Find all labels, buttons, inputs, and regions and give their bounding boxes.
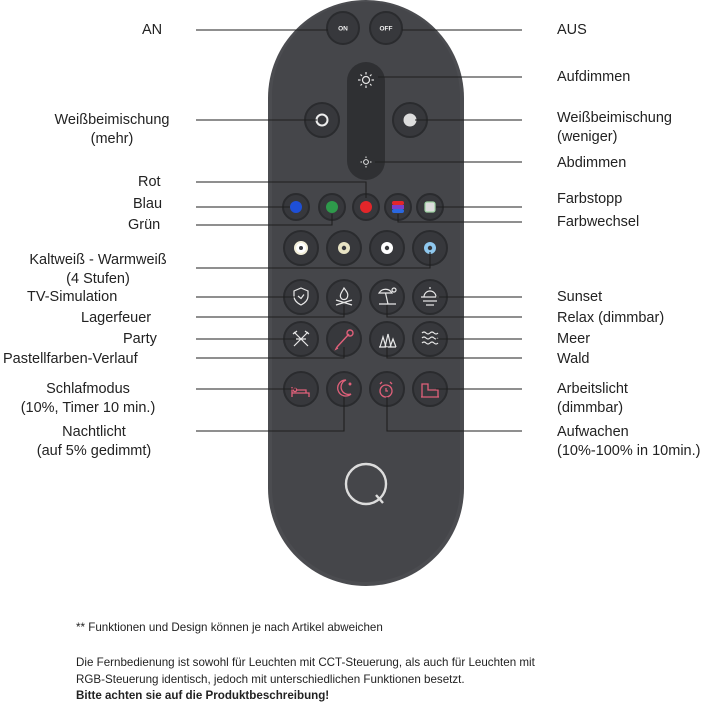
dot-icon [404,114,417,127]
label-wald: Wald [557,351,590,367]
label-relax: Relax (dimmbar) [557,310,665,326]
label-farbstopp: Farbstopp [557,191,623,207]
label-kaltweiss-line2: (4 Stufen) [66,271,130,287]
label-kaltweiss [0,251,196,289]
label-aufwachen-line1: Aufwachen [557,424,629,440]
label-rot: Rot [138,174,161,190]
label-an: AN [142,22,163,38]
label-nacht-line2: (auf 5% gedimmt) [36,443,152,459]
label-aufwachen-line2: (10%-100% in 10min.) [557,443,701,459]
footer-note: ** Funktionen und Design können je nach Artikel abweichen [76,621,383,634]
label-arbeit-line1: Arbeitslicht [557,381,628,397]
label-aufdimmen: Aufdimmen [557,69,631,85]
rainbow-icon [392,201,404,213]
label-meer: Meer [557,331,591,347]
footer-line1: Die Fernbedienung ist sowohl für Leuchten mit CCT-Steuerung, als auch für Leuchten mit [76,656,535,669]
label-kaltweiss-line1: Kaltweiß - Warmweiß [29,252,167,268]
label-nacht-line1: Nachtlicht [62,424,126,440]
label-abdimmen: Abdimmen [557,155,627,171]
stop-square-icon [425,202,435,212]
label-pastell: Pastellfarben-Verlauf [3,351,138,367]
on-button[interactable] [327,12,359,44]
label-sunset: Sunset [557,289,603,305]
footer-line2: RGB-Steuerung identisch, jedoch mit unterschiedlichen Funktionen besetzt. [76,673,465,686]
off-button[interactable] [370,12,402,44]
label-schlaf-line2: (10%, Timer 10 min.) [20,400,156,416]
label-lagerfeuer: Lagerfeuer [81,310,152,326]
off-button-label: OFF [379,25,393,33]
label-weiss-mehr-line1: Weißbeimischung [54,112,170,128]
label-tv: TV-Simulation [27,289,118,305]
label-weiss-mehr [28,111,196,149]
label-weiss-weniger-line1: Weißbeimischung [557,110,672,126]
label-party: Party [123,331,157,347]
label-schlaf [0,380,176,418]
label-schlaf-line1: Schlafmodus [46,381,130,397]
label-arbeit-line2: (dimmbar) [557,400,624,416]
white-step-3-button[interactable] [370,231,404,265]
label-nacht [20,423,168,461]
on-button-label: ON [338,25,348,33]
footer-line3 [76,687,329,703]
brightness-up-button[interactable] [356,70,376,90]
white-step-2-button[interactable] [327,231,361,265]
white-step-1-button[interactable] [284,231,318,265]
label-aus: AUS [557,22,587,38]
label-weiss-weniger [557,109,672,147]
label-weiss-mehr-line2: (mehr) [90,131,134,147]
label-weiss-weniger-line2: (weniger) [557,129,618,145]
label-blau: Blau [133,196,163,212]
label-aufwachen [557,423,700,461]
label-arbeit [557,380,628,418]
label-gruen: Grün [128,217,161,233]
brightness-down-button[interactable] [357,153,375,171]
footer-line3-bold: Bitte achten sie auf die Produktbeschreibung! [76,689,330,702]
label-farbwechsel: Farbwechsel [557,214,640,230]
